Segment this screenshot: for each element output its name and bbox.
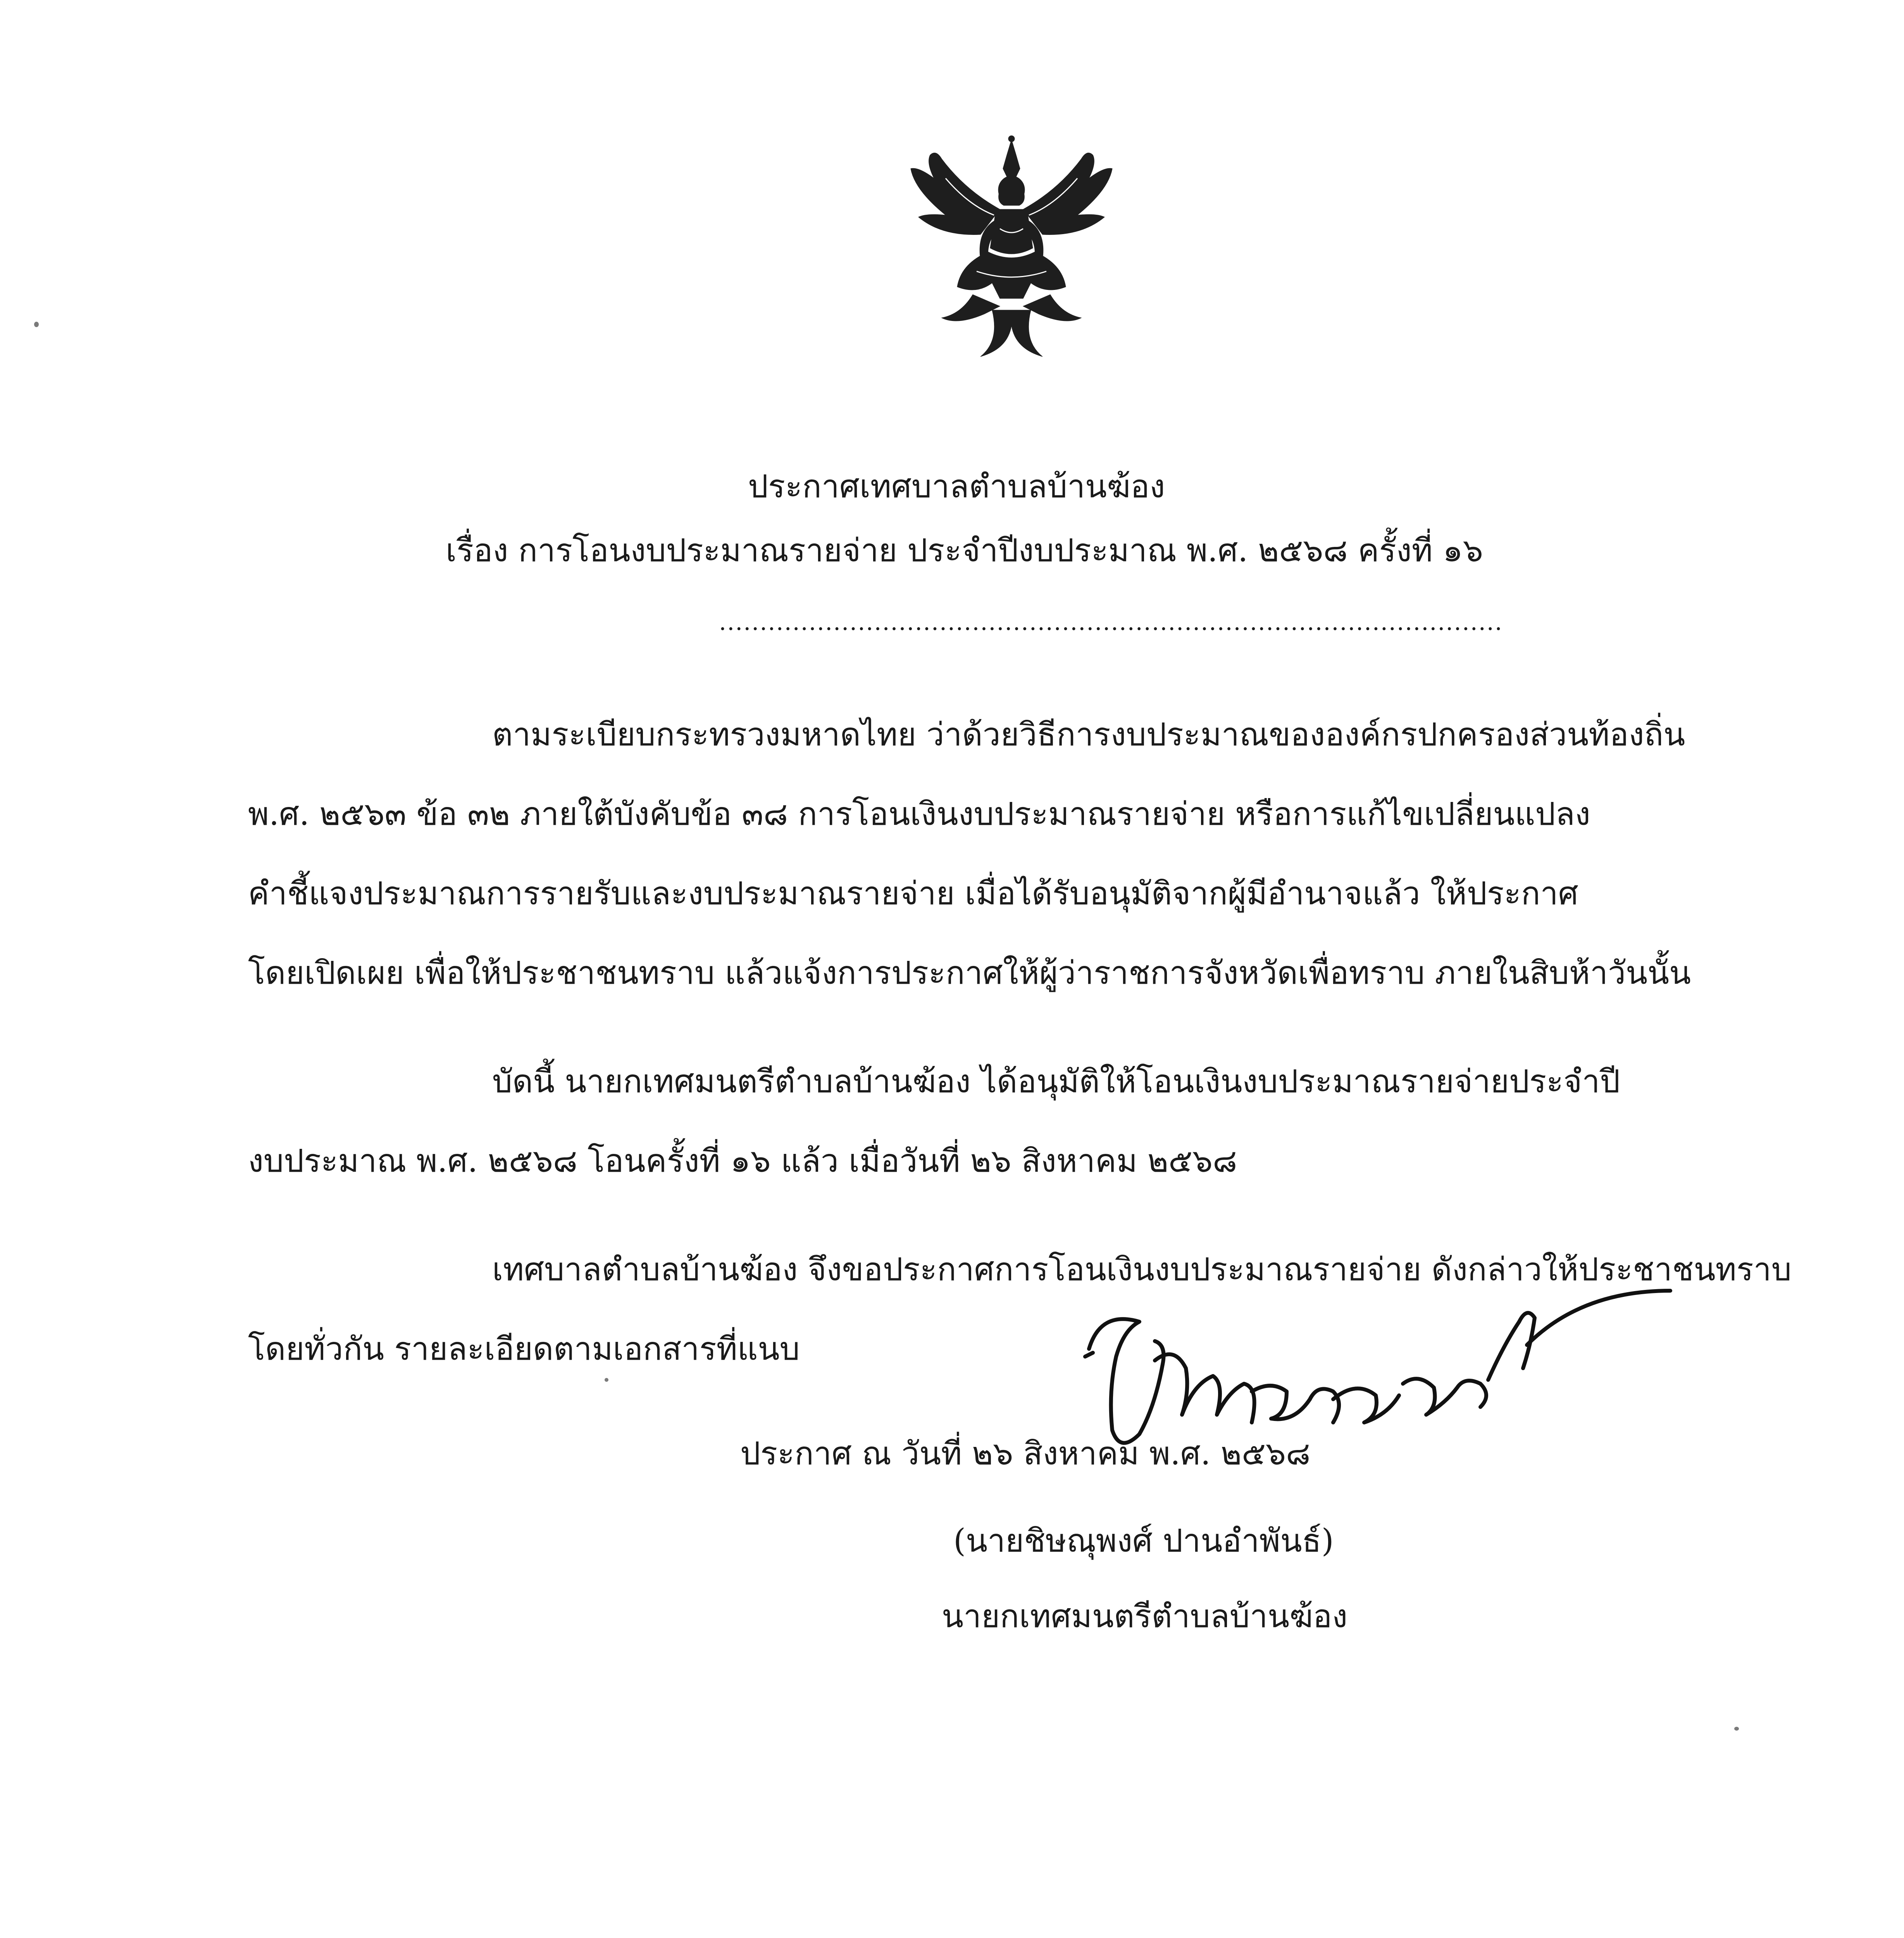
title-divider: ................................................................................................ bbox=[719, 609, 1503, 636]
paragraph-1-line-2: พ.ศ. ๒๕๖๓ ข้อ ๓๒ ภายใต้บังคับข้อ ๓๘ การโอนเงินงบประมาณรายจ่าย หรือการแก้ไขเปลี่ยนแปลง bbox=[248, 796, 1590, 833]
signatory-name: (นายชิษณุพงศ์ ปานอำพันธ์) bbox=[953, 1522, 1334, 1559]
paragraph-2-line-2: งบประมาณ พ.ศ. ๒๕๖๘ โอนครั้งที่ ๑๖ แล้ว เมื่อวันที่ ๒๖ สิงหาคม ๒๕๖๘ bbox=[248, 1143, 1237, 1179]
document-title: ประกาศเทศบาลตำบลบ้านฆ้อง bbox=[748, 468, 1165, 505]
scan-speck bbox=[605, 1378, 608, 1382]
handwritten-signature bbox=[1077, 1267, 1682, 1485]
signatory-position: นายกเทศมนตรีตำบลบ้านฆ้อง bbox=[942, 1598, 1348, 1635]
paragraph-1-line-1: ตามระเบียบกระทรวงมหาดไทย ว่าด้วยวิธีการงบประมาณขององค์กรปกครองส่วนท้องถิ่น bbox=[492, 716, 1685, 753]
paragraph-1-line-3: คำชี้แจงประมาณการรายรับและงบประมาณรายจ่าย เมื่อได้รับอนุมัติจากผู้มีอำนาจแล้ว ให้ประกาศ bbox=[248, 875, 1578, 912]
paragraph-3-line-1: เทศบาลตำบลบ้านฆ้อง จึงขอประกาศการโอนเงินงบประมาณรายจ่าย ดังกล่าวให้ประชาชนทราบ bbox=[492, 1251, 1792, 1288]
announcement-date: ประกาศ ณ วันที่ ๒๖ สิงหาคม พ.ศ. ๒๕๖๘ bbox=[740, 1435, 1311, 1472]
document-subject: เรื่อง การโอนงบประมาณรายจ่าย ประจำปีงบประมาณ พ.ศ. ๒๕๖๘ ครั้งที่ ๑๖ bbox=[446, 532, 1483, 569]
paragraph-1-line-4: โดยเปิดเผย เพื่อให้ประชาชนทราบ แล้วแจ้งการประกาศให้ผู้ว่าราชการจังหวัดเพื่อทราบ ภายในสิบห้าวันนั้น bbox=[248, 955, 1691, 991]
paragraph-3-line-2: โดยทั่วกัน รายละเอียดตามเอกสารที่แนบ bbox=[248, 1331, 800, 1367]
scan-speck bbox=[1734, 1727, 1739, 1731]
scan-speck bbox=[34, 322, 39, 327]
paragraph-2-line-1: บัดนี้ นายกเทศมนตรีตำบลบ้านฆ้อง ได้อนุมัติให้โอนเงินงบประมาณรายจ่ายประจำปี bbox=[492, 1063, 1620, 1100]
garuda-emblem-icon bbox=[884, 132, 1139, 364]
